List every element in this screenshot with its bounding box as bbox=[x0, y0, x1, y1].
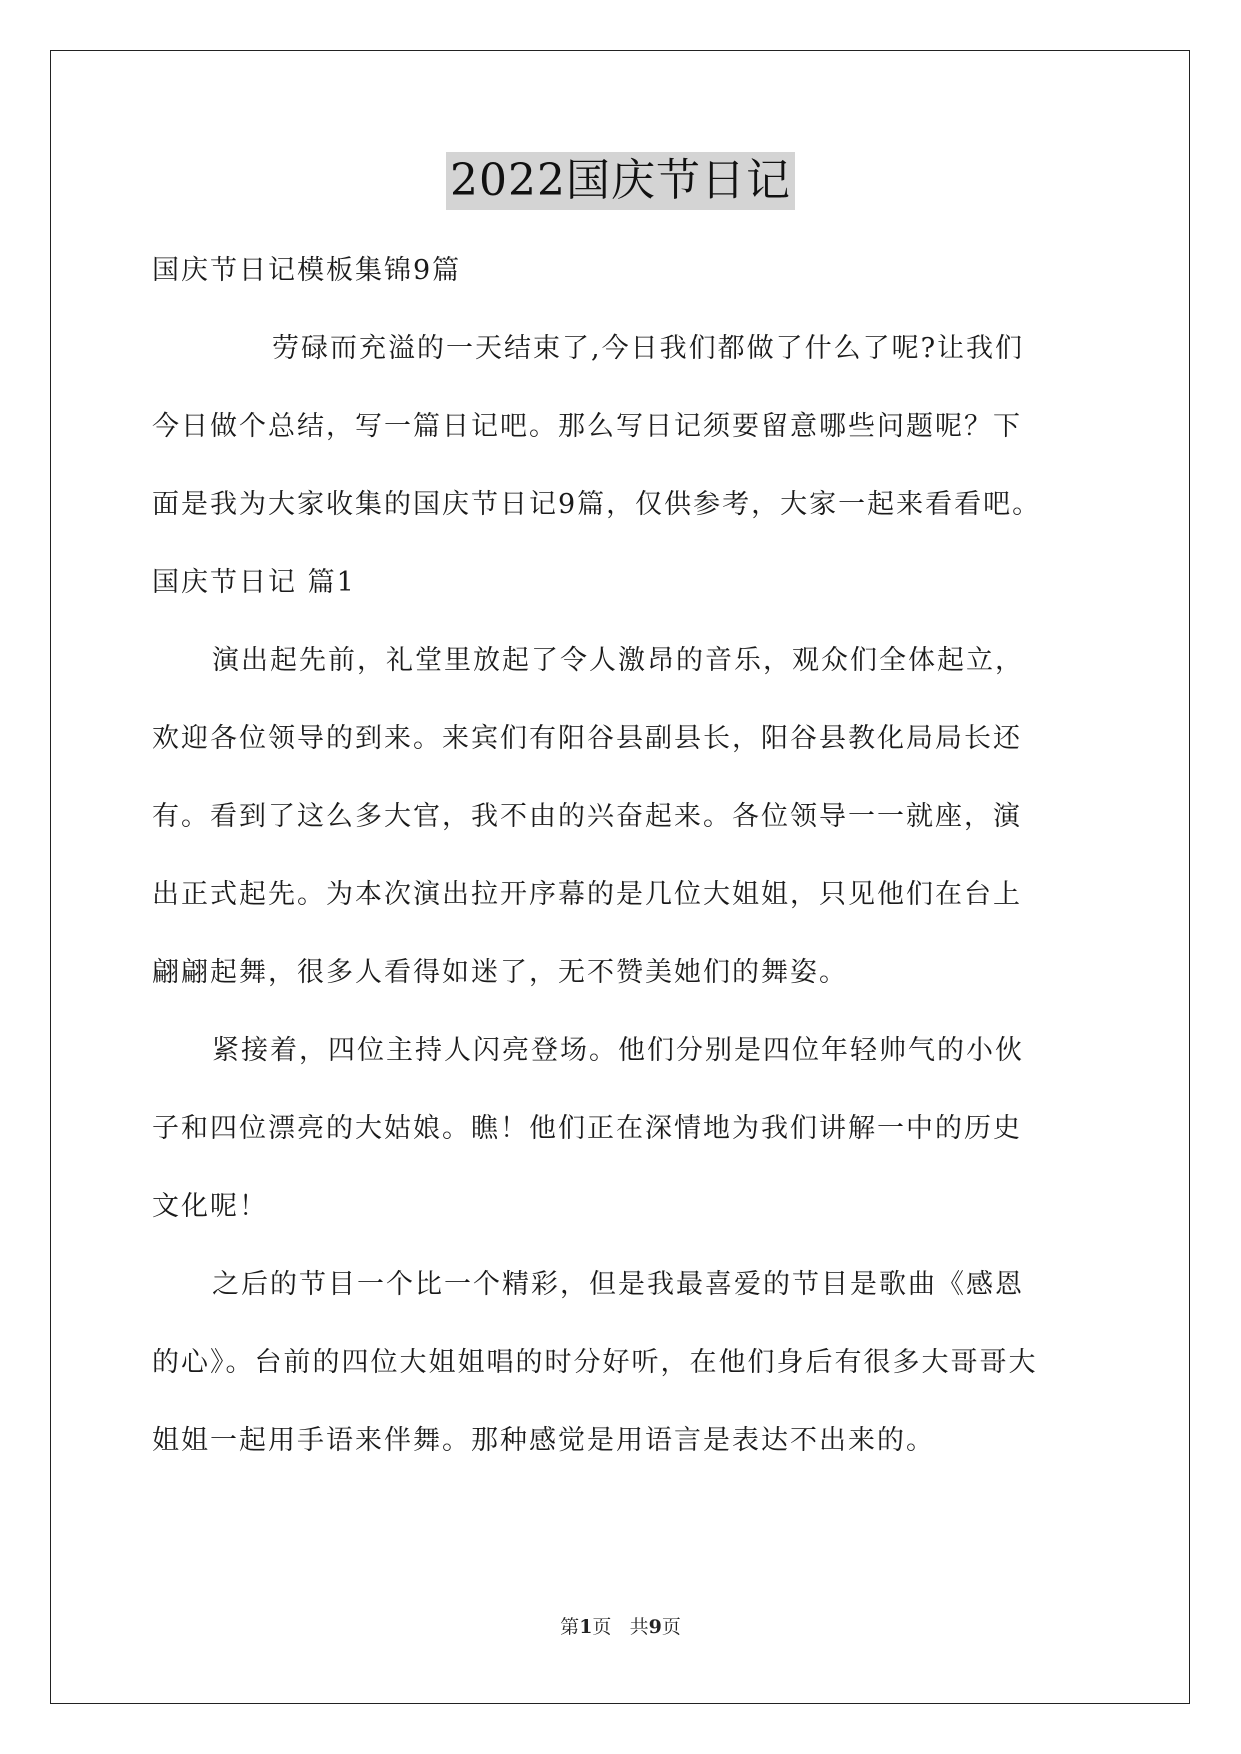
text-line: 的心》。台前的四位大姐姐唱的时分好听，在他们身后有很多大哥哥大 bbox=[152, 1347, 1038, 1378]
text-line: 演出起先前，礼堂里放起了令人激昂的音乐，观众们全体起立， bbox=[212, 645, 1024, 676]
text-line: 劳碌而充溢的一天结束了,今日我们都做了什么了呢?让我们 bbox=[272, 333, 1025, 364]
footer-total-prefix: 共 bbox=[629, 1616, 649, 1638]
text-line: 今日做个总结，写一篇日记吧。那么写日记须要留意哪些问题呢？下 bbox=[152, 411, 1022, 442]
text-line: 子和四位漂亮的大姑娘。瞧！他们正在深情地为我们讲解一中的历史 bbox=[152, 1113, 1022, 1144]
text-line: 欢迎各位领导的到来。来宾们有阳谷县副县长，阳谷县教化局局长还 bbox=[152, 723, 1022, 754]
text-line: 面是我为大家收集的国庆节日记9篇，仅供参考，大家一起来看看吧。 bbox=[152, 489, 1042, 520]
document-body bbox=[152, 232, 1112, 1480]
footer-prefix: 第 bbox=[560, 1616, 580, 1638]
text-line: 国庆节日记 篇1 bbox=[152, 567, 356, 598]
text-line: 有。看到了这么多大官，我不由的兴奋起来。各位领导一一就座，演 bbox=[152, 801, 1022, 832]
footer-page-suffix: 页 bbox=[592, 1616, 612, 1638]
footer-total-suffix: 页 bbox=[661, 1616, 681, 1638]
text-line: 姐姐一起用手语来伴舞。那种感觉是用语言是表达不出来的。 bbox=[152, 1425, 935, 1456]
text-line: 文化呢！ bbox=[152, 1191, 268, 1222]
footer-total-pages: 9 bbox=[648, 1616, 662, 1638]
text-line: 翩翩起舞，很多人看得如迷了，无不赞美她们的舞姿。 bbox=[152, 957, 848, 988]
page-footer bbox=[0, 1612, 1241, 1639]
text-line: 紧接着，四位主持人闪亮登场。他们分别是四位年轻帅气的小伙 bbox=[212, 1035, 1024, 1066]
document-title: 2022国庆节日记 bbox=[446, 152, 795, 210]
text-line: 之后的节目一个比一个精彩，但是我最喜爱的节目是歌曲《感恩 bbox=[212, 1269, 1024, 1300]
text-line: 出正式起先。为本次演出拉开序幕的是几位大姐姐，只见他们在台上 bbox=[152, 879, 1022, 910]
text-line: 国庆节日记模板集锦9篇 bbox=[152, 255, 462, 286]
footer-page-number: 1 bbox=[579, 1616, 593, 1638]
title-container bbox=[0, 152, 1241, 210]
